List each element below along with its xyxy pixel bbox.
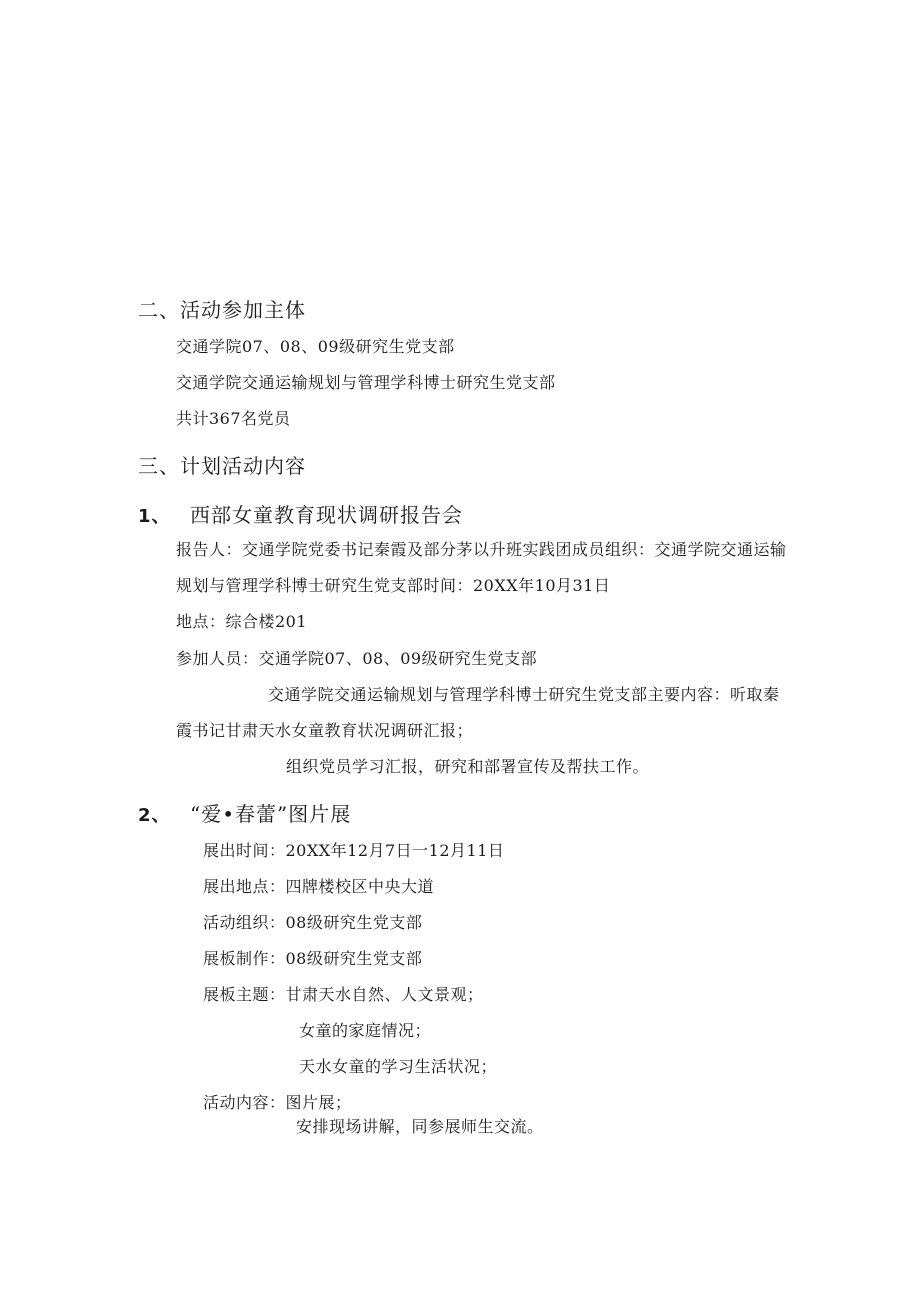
item-2-line-6: 女童的家庭情况； bbox=[299, 1021, 432, 1040]
item-1-line-7: 组织党员学习汇报，研究和部署宣传及帮扶工作。 bbox=[286, 757, 650, 776]
item-1-line-2: 规划与管理学科博士研究生党支部时间：20XX年10月31日 bbox=[176, 576, 611, 595]
item-2-title: “爱•春蕾”图片展 bbox=[190, 802, 352, 826]
item-1-title: 西部女童教育现状调研报告会 bbox=[190, 503, 463, 527]
section-2-heading: 二、活动参加主体 bbox=[138, 298, 306, 322]
item-1-heading bbox=[138, 502, 463, 530]
item-2-line-4: 展板制作：08级研究生党支部 bbox=[203, 949, 423, 968]
item-1-line-1: 报告人：交通学院党委书记秦霞及部分茅以升班实践团成员组织：交通学院交通运输 bbox=[176, 540, 787, 559]
item-2-line-7: 天水女童的学习生活状况； bbox=[299, 1057, 498, 1076]
item-2-heading bbox=[138, 801, 351, 829]
participant-total: 共计367名党员 bbox=[176, 409, 291, 428]
item-2-line-3: 活动组织：08级研究生党支部 bbox=[203, 913, 423, 932]
item-2-line-2: 展出地点：四牌楼校区中央大道 bbox=[203, 877, 435, 896]
item-1-number: 1、 bbox=[138, 506, 171, 527]
item-1-line-3: 地点：综合楼201 bbox=[176, 612, 308, 631]
participant-line-2: 交通学院交通运输规划与管理学科博士研究生党支部 bbox=[176, 373, 556, 392]
item-2-line-9: 安排现场讲解，同参展师生交流。 bbox=[296, 1117, 544, 1136]
section-3-heading: 三、计划活动内容 bbox=[138, 454, 306, 478]
item-2-number: 2、 bbox=[138, 805, 171, 826]
item-2-line-5: 展板主题：甘肃天水自然、人文景观； bbox=[203, 985, 484, 1004]
item-1-line-4: 参加人员：交通学院07、08、09级研究生党支部 bbox=[176, 649, 538, 668]
item-1-line-5: 交通学院交通运输规划与管理学科博士研究生党支部主要内容：听取秦 bbox=[268, 685, 780, 704]
item-2-line-8: 活动内容：图片展； bbox=[203, 1093, 352, 1112]
item-1-line-6: 霞书记甘肃天水女童教育状况调研汇报； bbox=[176, 721, 474, 740]
participant-line-1: 交通学院07、08、09级研究生党支部 bbox=[176, 337, 455, 356]
item-2-line-1: 展出时间：20XX年12月7日一12月11日 bbox=[203, 841, 505, 860]
